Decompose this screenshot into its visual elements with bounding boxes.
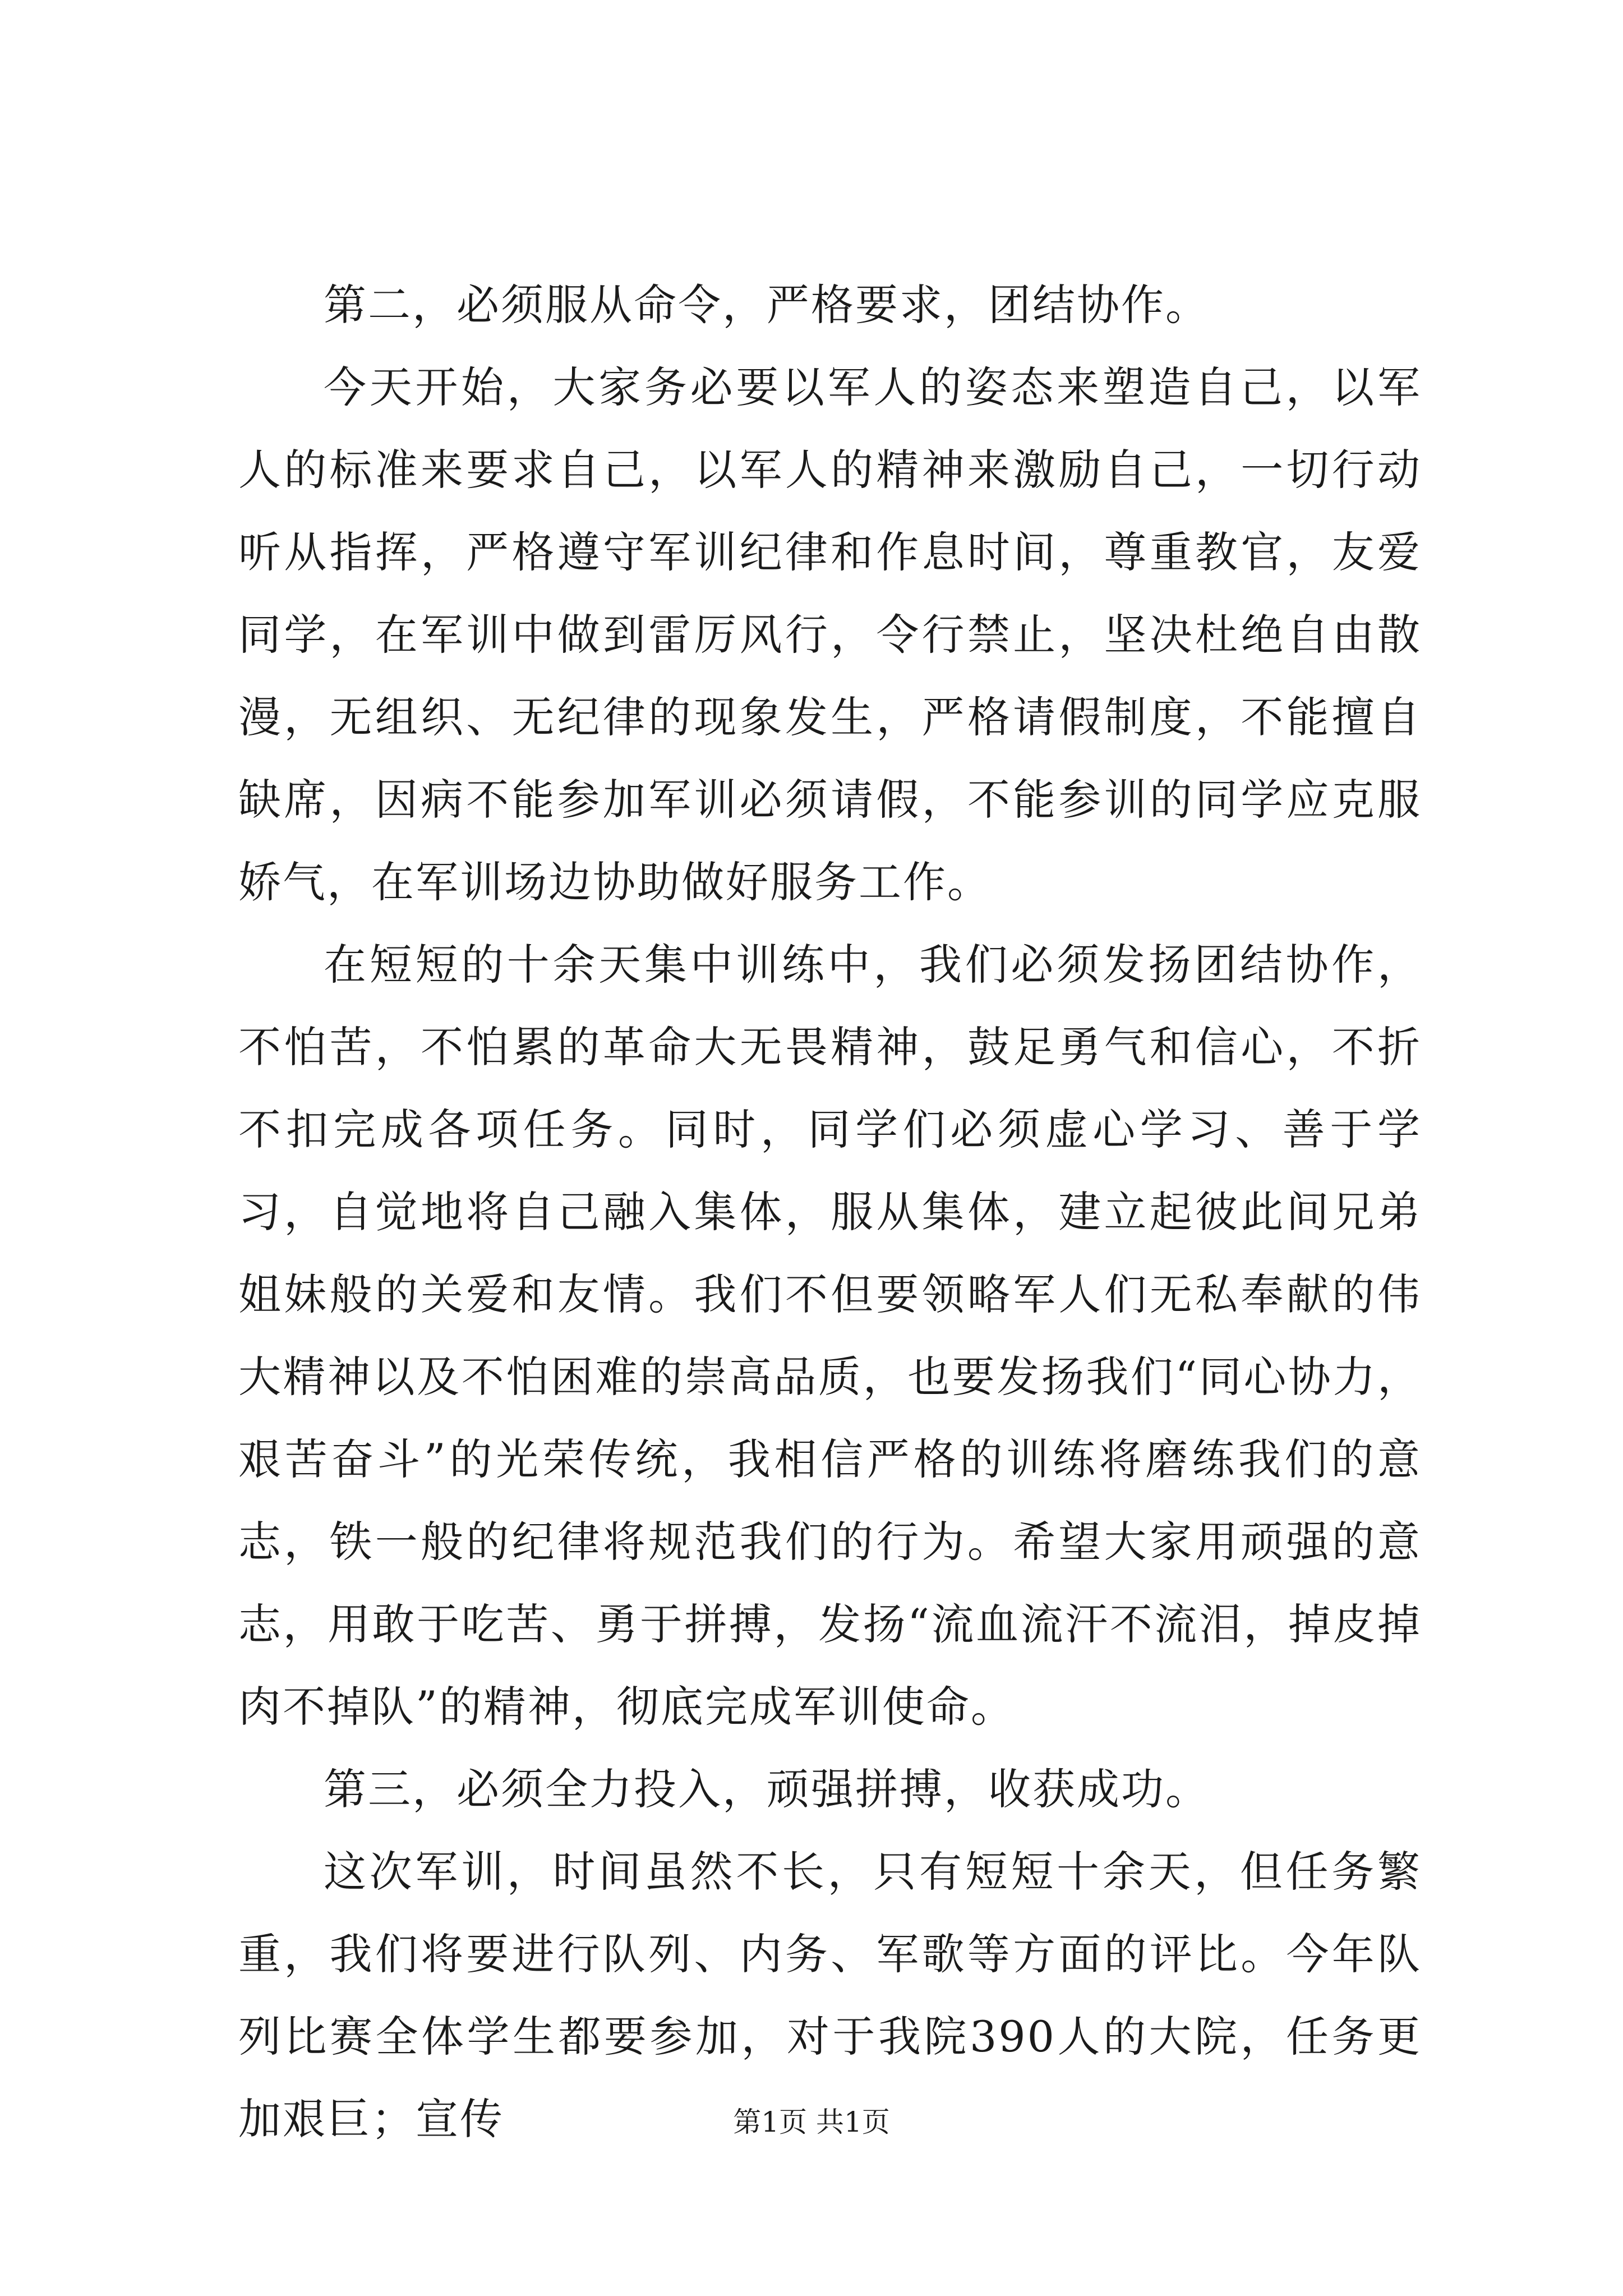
paragraph-section-two-heading: 第二，必须服从命令，严格要求，团结协作。	[324, 280, 1210, 330]
paragraph-teamwork: 在短短的十余天集中训练中，我们必须发扬团结协作，不怕苦，不怕累的革命大无畏精神，鼓足勇气和信心，不折不扣完成各项任务。同时，同学们必须虚心学习、善于学习，自觉地将自己融入集体，服从集体，建立起彼此间兄弟姐妹般的关爱和友情。我们不但要领略军人们无私奉献的伟大精神以及不怕困难的崇高品质，也要发扬我们“同心协力，艰苦奋斗”的光荣传统，我相信严格的训练将磨练我们的意志，铁一般的纪律将规范我们的行为。希望大家用顽强的意志，用敢于吃苦、勇于拼搏，发扬“流血流汗不流泪，掉皮掉肉不掉队”的精神，彻底完成军训使命。	[238, 940, 1422, 1732]
paragraph-training-tasks: 这次军训，时间虽然不长，只有短短十余天，但任务繁重，我们将要进行队列、内务、军歌等方面的评比。今年队列比赛全体学生都要参加，对于我院390人的大院，任务更加艰巨；宣传	[238, 1847, 1422, 2144]
page-footer: 第1页 共1页	[733, 2106, 890, 2138]
paragraph-discipline: 今天开始，大家务必要以军人的姿态来塑造自己，以军人的标准来要求自己，以军人的精神来激励自己，一切行动听从指挥，严格遵守军训纪律和作息时间，尊重教官，友爱同学，在军训中做到雷厉风行，令行禁止，坚决杜绝自由散漫，无组织、无纪律的现象发生，严格请假制度，不能擅自缺席，因病不能参加军训必须请假，不能参训的同学应克服娇气，在军训场边协助做好服务工作。	[238, 362, 1422, 907]
document-body	[238, 264, 1422, 2160]
paragraph-section-three-heading: 第三，必须全力投入，顽强拼搏，收获成功。	[324, 1764, 1210, 1814]
